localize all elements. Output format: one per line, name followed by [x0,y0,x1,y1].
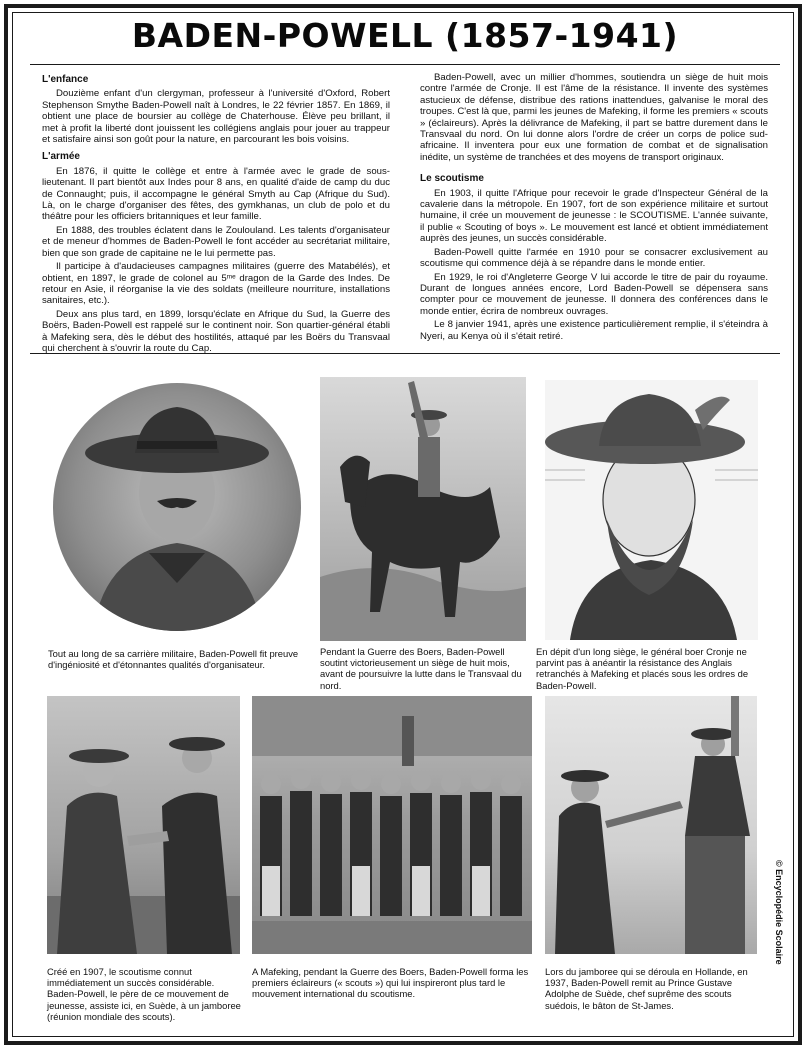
scouts-group-illustration [252,696,532,954]
heading-armee: L'armée [42,151,80,163]
paragraph: Baden-Powell quitte l'armée en 1910 pour se consacrer exclusivement au scoutisme qui commence déjà à se répandre dans le monde entier. [420,246,768,270]
portrait-illustration [53,383,301,631]
paragraph: En 1929, le roi d'Angleterre George V lui accorde le titre de pair du royaume. Durant de longues années encore, Lord Baden-Powell se dépensera sans compter pour ce mouvement de jeunesse. Il donnera des conférences dans le monde entier, écrira de nombreux ouvrages. [420,271,768,317]
text-column-right [420,72,768,344]
text-divider [30,353,780,354]
mafeking-scouts-photo [252,696,532,954]
cavalry-painting [320,377,526,641]
caption-hollande: Lors du jamboree qui se déroula en Hollande, en 1937, Baden-Powell remit au Prince Gustave Adolphe de Suède, chef suprême des scouts suédois, le bâton de St-James. [545,966,748,1011]
paragraph: Deux ans plus tard, en 1899, lorsqu'éclate en Afrique du Sud, la Guerre des Boërs, Baden-Powell est rappelé sur le continent noir. Son quartier-général établi à Mafeking sera, dès le début des hostilités, attaqué par les Boërs du Transvaal qui cherchent à s'ouvrir la route du Cap. [42,308,390,354]
paragraph: En 1903, il quitte l'Afrique pour recevoir le grade d'Inspecteur Général de la cavalerie dans la métropole. En 1907, fort de son expérience militaire et surtout humaine, il crée un mouvement de jeunesse : le SCOUTISME. L'année suivante, il publie « Scouting of boys ». Le mouvement est lancé et obtient immédiatement auprès des jeunes, un succès considérable. [420,187,768,245]
cronje-engraving [545,380,758,640]
title-box [104,14,706,57]
caption-jamboree-suede: Créé en 1907, le scoutisme connut immédiatement un succès considérable. Baden-Powell, le père de ce mouvement de jeunesse, assiste ici, en Suède, à un jamboree (réunion mondiale des scouts). [47,966,241,1022]
caption-mafeking: A Mafeking, pendant la Guerre des Boers, Baden-Powell forma les premiers éclaireurs (« scouts ») qui lui inspireront plus tard le mouvement international du scoutisme. [252,966,529,1000]
copyright-text: © Encyclopédie Scolaire [774,860,784,965]
heading-enfance: L'enfance [42,74,89,85]
caption-portrait: Tout au long de sa carrière militaire, Baden-Powell fit preuve d'ingéniosité et d'étonnantes qualités d'organisateur. [48,648,299,671]
paragraph: En 1876, il quitte le collège et entre à l'armée avec le grade de sous-lieutenant. Il part bientôt aux Indes pour 8 ans, en qualité d'aide de camp du duc de Connaught; puis, il accompagne le général Smyth au Cap (Afrique du Sud). Là, on le charge d'organiser des fêtes, des gymkhanas, un club de polo et du théâtre pour les officiers britanniques et leur famille. [42,165,390,223]
paragraph: En 1888, des troubles éclatent dans le Zoulouland. Les talents d'organisateur et de meneur d'hommes de Baden-Powell le font accéder au secrétariat militaire, bien que son grade de capitaine ne le lui permette pas. [42,224,390,259]
caption-cavalier: Pendant la Guerre des Boers, Baden-Powell soutint victorieusement un siège de huit mois, avant de poursuivre la lutte dans le Transvaal du nord. [320,646,522,691]
caption-cronje: En dépit d'un long siège, le général boer Cronje ne parvint pas à anéantir la résistance des Anglais retranchés à Mafeking et placés sous les ordres de Baden-Powell. [536,646,749,691]
paragraph: Le 8 janvier 1941, après une existence particulièrement remplie, il s'éteindra à Nyeri, au Kenya où il s'était retiré. [420,319,768,342]
paragraph: Baden-Powell, avec un millier d'hommes, soutiendra un siège de huit mois contre l'armée de Cronje. Il est l'âme de la résistance. Il invente des systèmes astucieux de défense, distribue des rations inattendues, galvanise le moral des troupes. C'est là que, parmi les jeunes de Mafeking, il forme les premiers « scouts » (éclaireurs). Après la délivrance de Mafeking, il part se battre durement dans le Transvaal du nord. On lui donne alors l'ordre de créer un corps de police sud-africaine. Il inventera pour eux une formation de combat et de signalisation inédite, un système de tranchées et des moyens de transport originaux. [420,72,768,163]
baton-ceremony-illustration [545,696,757,954]
title-divider [30,64,780,65]
heading-scoutisme: Le scoutisme [420,173,484,185]
paragraph: Douzième enfant d'un clergyman, professeur à l'université d'Oxford, Robert Stephenson Smythe Baden-Powell naît à Londres, le 22 février 1857. En 1869, il obtient une place de boursier au collège de Chaterhouse. Élève peu brillant, il met à profit la liberté dont jouissent les collégiens anglais pour jouer au trappeur et satisfaire ainsi son goût pour la nature, en parcourant les bois voisins. [42,88,390,146]
paragraph: Il participe à d'audacieuses campagnes militaires (guerre des Matabélés), et obtient, en 1897, le grade de colonel au 5ᵐᵉ dragon de la Garde des Indes. De retour en Asie, il réorganise la vie des soldats (meilleure nourriture, installations sanitaires, etc.). [42,261,390,307]
cronje-illustration [545,380,758,640]
handshake-illustration [47,696,240,954]
text-column-left [42,72,390,356]
jamboree-holland-photo [545,696,757,954]
portrait-photo [53,383,301,631]
page-title: BADEN-POWELL (1857-1941) [131,16,679,55]
horseman-illustration [320,377,526,641]
jamboree-sweden-photo [47,696,240,954]
